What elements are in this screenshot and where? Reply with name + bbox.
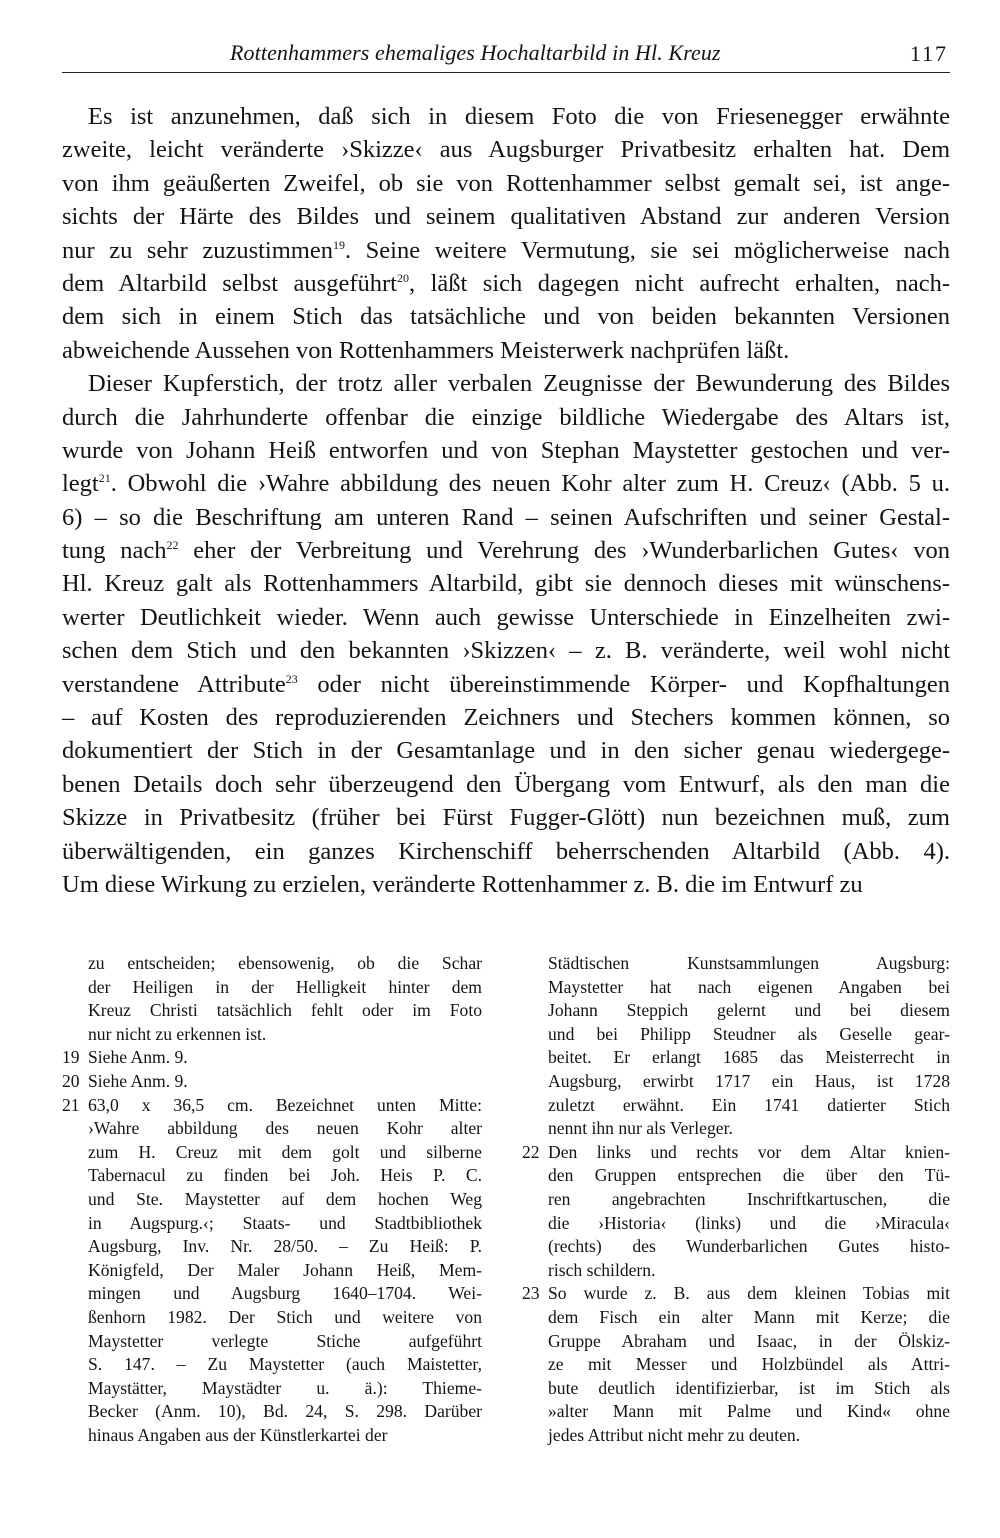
footnote-line: Maystetter hat nach eigenen Angaben bei: [548, 976, 950, 997]
footnote: [522, 1141, 950, 1283]
footnote-line: zum H. Creuz mit dem golt und silberne: [88, 1141, 482, 1162]
text-segment: oder nicht übereinstimmende Körper- und Kopfhaltungen: [297, 670, 950, 698]
footnote-line: die ›Historia‹ (links) und die ›Miracula‹: [548, 1212, 950, 1233]
footnote-reference: 20: [396, 270, 409, 285]
footnote-line: Maystetter verlegte Stiche aufgeführt: [88, 1330, 482, 1351]
footnote-line: So wurde z. B. aus dem kleinen Tobias mit: [548, 1283, 950, 1304]
footnote-line: Tabernacul zu finden bei Joh. Heis P. C.: [88, 1165, 482, 1186]
footnote-line: dem Fisch ein alter Mann mit Kerze; die: [548, 1306, 950, 1327]
footnote-line: in Augspurg.‹; Staats- und Stadtbibliothek: [88, 1212, 482, 1233]
footnote-line: der Heiligen in der Helligkeit hinter dem: [88, 976, 482, 997]
footnote: [522, 952, 950, 1141]
footnote-line: nennt ihn nur als Verleger.: [548, 1118, 733, 1139]
text-segment: eher der Verbreitung und Verehrung des ›Wunderbarlichen Gutes‹ von: [178, 537, 950, 565]
footnote-number: 19: [62, 1047, 80, 1068]
footnote-line: bute deutlich identifizierbar, ist im Stich als: [548, 1377, 950, 1398]
footnote-reference: 23: [285, 671, 298, 686]
footnote-line: Siehe Anm. 9.: [88, 1070, 188, 1091]
footnote-line: Gruppe Abraham und Isaac, in der Ölskiz-: [548, 1330, 950, 1351]
footnote-line: 63,0 x 36,5 cm. Bezeichnet unten Mitte:: [88, 1094, 482, 1115]
footnote: [62, 1094, 482, 1448]
footnote-line: und Ste. Maystetter auf dem hochen Weg: [88, 1188, 482, 1209]
body-text: [62, 100, 950, 901]
footnote: [62, 1046, 482, 1070]
footnote-reference: 19: [332, 237, 345, 252]
text-line: [62, 668, 950, 701]
footnote-line: risch schildern.: [548, 1259, 656, 1280]
text-line: 6) – so die Beschriftung am unteren Rand – seinen Aufschriften und seiner Gestal-: [62, 503, 950, 531]
footnote-line: Kreuz Christi tatsächlich fehlt oder im Foto: [88, 1000, 482, 1021]
text-segment: verstandene Attribute: [62, 670, 286, 698]
footnote-line: zuletzt erwähnt. Ein 1741 datierter Stich: [548, 1094, 950, 1115]
text-line: Um diese Wirkung zu erzielen, veränderte Rottenhammer z. B. die im Entwurf zu: [62, 870, 863, 898]
footnote-line: Königfeld, Der Maler Johann Heiß, Mem-: [88, 1259, 482, 1280]
footnote-number: 21: [62, 1094, 80, 1115]
text-segment: . Obwohl die ›Wahre abbildung des neuen Kohr alter zum H. Creuz‹ (Abb. 5 u.: [110, 470, 950, 498]
text-line: [62, 267, 950, 300]
footnote-line: nur nicht zu erkennen ist.: [88, 1023, 267, 1044]
footnote-line: ze mit Messer und Holzbündel als Attri-: [548, 1354, 950, 1375]
footnote-line: hinaus Angaben aus der Künstlerkartei der: [88, 1424, 388, 1445]
text-segment: nur zu sehr zuzustimmen: [62, 236, 333, 264]
footnote-line: (rechts) des Wunderbarlichen Gutes histo-: [548, 1236, 950, 1257]
text-line: dem sich in einem Stich das tatsächliche und von beiden bekannten Versionen: [62, 303, 950, 331]
footnote-line: Maystätter, Maystädter u. ä.): Thieme-: [88, 1377, 482, 1398]
footnote-number: 22: [522, 1141, 540, 1162]
text-line: abweichende Aussehen von Rottenhammers Meisterwerk nachprüfen läßt.: [62, 336, 790, 364]
text-segment: dem Altarbild selbst ausgeführt: [62, 269, 397, 297]
text-line: Dieser Kupferstich, der trotz aller verbalen Zeugnisse der Bewunderung des Bildes: [88, 370, 950, 398]
footnote-line: Siehe Anm. 9.: [88, 1047, 188, 1068]
text-line: [62, 234, 950, 267]
text-line: Es ist anzunehmen, daß sich in diesem Foto die von Friesenegger erwähnte: [88, 103, 950, 130]
text-line: Skizze in Privatbesitz (früher bei Fürst Fugger-Glött) nun bezeichnen muß, zum: [62, 804, 950, 832]
footnote-line: Augsburg, erwirbt 1717 ein Haus, ist 1728: [548, 1070, 950, 1091]
running-header: [62, 38, 950, 73]
text-line: schen dem Stich und den bekannten ›Skizzen‹ – z. B. veränderte, weil wohl nicht: [62, 637, 950, 665]
text-line: wurde von Johann Heiß entworfen und von Stephan Maystetter gestochen und ver-: [62, 436, 950, 464]
text-line: zweite, leicht veränderte ›Skizze‹ aus Augsburger Privatbesitz erhalten hat. Dem: [62, 136, 950, 164]
text-line: durch die Jahrhunderte offenbar die einzige bildliche Wiedergabe des Altars ist,: [62, 403, 950, 431]
footnote-line: ßenhorn 1982. Der Stich und weitere von: [88, 1306, 482, 1327]
text-line: Hl. Kreuz galt als Rottenhammers Altarbild, gibt sie dennoch dieses mit wünschens-: [62, 570, 950, 598]
text-line: sichts der Härte des Bildes und seinem qualitativen Abstand zur anderen Version: [62, 203, 950, 231]
footnote-line: Becker (Anm. 10), Bd. 24, S. 298. Darüber: [88, 1401, 482, 1422]
footnote: [522, 1282, 950, 1447]
text-segment: legt: [62, 470, 99, 498]
text-line: werter Deutlichkeit wieder. Wenn auch gewisse Unterschiede in Einzelheiten zwi-: [62, 603, 950, 631]
footnote-line: zu entscheiden; ebensowenig, ob die Schar: [88, 953, 482, 973]
footnote-number: 23: [522, 1283, 540, 1304]
footnote-line: und bei Philipp Steudner als Geselle gear-: [548, 1023, 950, 1044]
footnote-number: 20: [62, 1070, 80, 1091]
footnote-line: Johann Steppich gelernt und bei diesem: [548, 1000, 950, 1021]
text-line: benen Details doch sehr überzeugend den Übergang vom Entwurf, als den man die: [62, 770, 950, 798]
paragraph: [62, 367, 950, 901]
text-line: – auf Kosten des reproduzierenden Zeichners und Stechers kommen können, so: [62, 704, 950, 732]
page-number: 117: [909, 41, 948, 66]
text-line: überwältigenden, ein ganzes Kirchenschiff beherrschenden Altarbild (Abb. 4).: [62, 837, 950, 865]
footnote-line: den Gruppen entsprechen die über den Tü-: [548, 1165, 950, 1186]
text-line: von ihm geäußerten Zweifel, ob sie von Rottenhammer selbst gemalt sei, ist ange-: [62, 169, 950, 197]
running-title: Rottenhammers ehemaliges Hochaltarbild in Hl. Kreuz: [230, 40, 721, 65]
footnote-line: ren angebrachten Inschriftkartuschen, die: [548, 1188, 950, 1209]
footnote-line: S. 147. – Zu Maystetter (auch Maistetter,: [88, 1354, 482, 1375]
footnote-reference: 22: [166, 538, 179, 553]
footnote-line: mingen und Augsburg 1640–1704. Wei-: [88, 1283, 482, 1304]
text-line: [62, 467, 950, 500]
text-line: [62, 534, 950, 567]
footnote-line: jedes Attribut nicht mehr zu deuten.: [548, 1424, 801, 1445]
footnote-line: ›Wahre abbildung des neuen Kohr alter: [88, 1118, 482, 1139]
footnote-line: »alter Mann mit Palme und Kind« ohne: [548, 1401, 950, 1422]
text-segment: tung nach: [62, 537, 167, 565]
footnotes-left-column: [62, 952, 482, 1447]
footnote-line: Den links und rechts vor dem Altar knien-: [548, 1141, 950, 1162]
footnote-line: beitet. Er erlangt 1685 das Meisterrecht in: [548, 1047, 950, 1068]
footnote: [62, 1070, 482, 1094]
text-segment: , läßt sich dagegen nicht aufrecht erhalten, nach-: [408, 269, 950, 297]
footnotes-right-column: [522, 952, 950, 1447]
paragraph: [62, 100, 950, 367]
footnote-line: Augsburg, Inv. Nr. 28/50. – Zu Heiß: P.: [88, 1236, 482, 1257]
footnote-line: Städtischen Kunstsammlungen Augsburg:: [548, 953, 950, 973]
text-line: dokumentiert der Stich in der Gesamtanlage und in den sicher genau wiedergege-: [62, 737, 950, 765]
text-segment: . Seine weitere Vermutung, sie sei möglicherweise nach: [344, 236, 950, 264]
footnote: [62, 952, 482, 1046]
footnote-reference: 21: [98, 471, 111, 486]
